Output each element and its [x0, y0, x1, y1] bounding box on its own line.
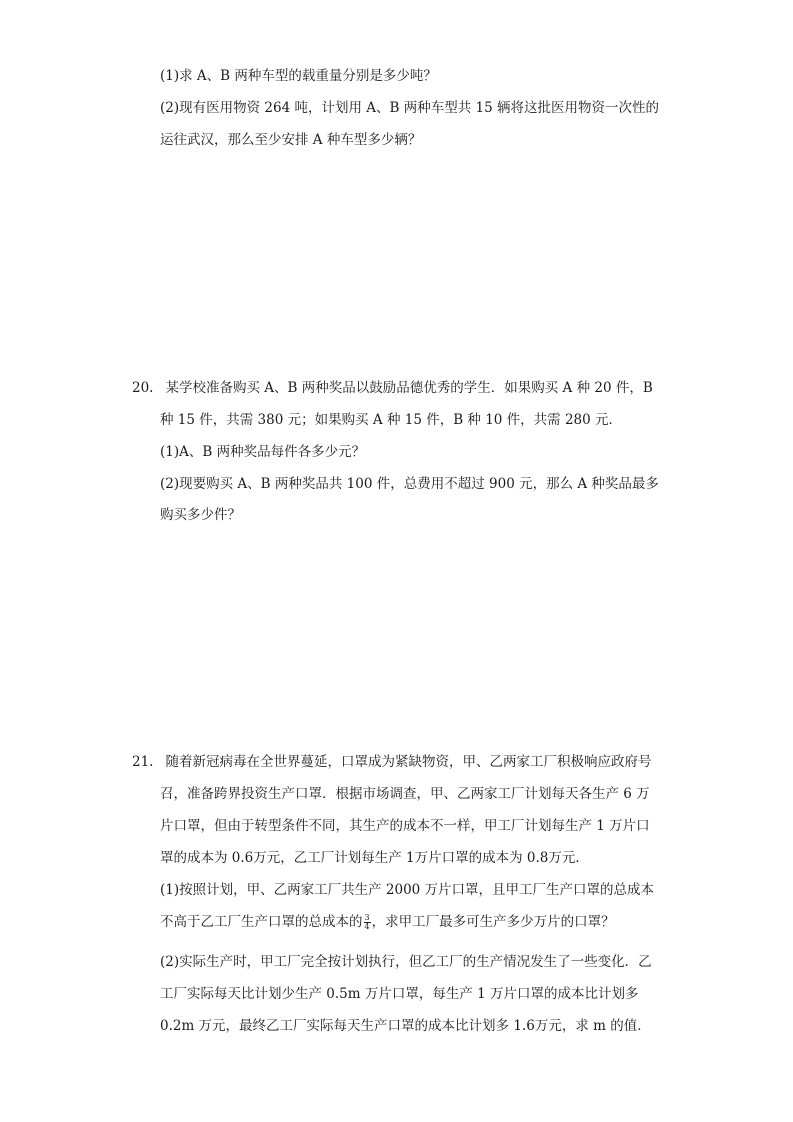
q21-part1-line2-b: ，求甲工厂最多可生产多少万片的口罩？ [371, 914, 615, 930]
q21-stem-line2: 召，准备跨界投资生产口罩．根据市场调查，甲、乙两家工厂计划每天各生产 6 万 [160, 786, 650, 802]
q20-number: 20. [132, 380, 154, 396]
q21-part2-line2: 工厂实际每天比计划少生产 0.5m 万片口罩，每生产 1 万片口罩的成本比计划多 [160, 986, 639, 1002]
q21-part1-line2-a: 不高于乙工厂生产口罩的总成本的 [160, 914, 363, 930]
q21-number: 21. [132, 754, 154, 770]
q21-stem-line3: 片口罩，但由于转型条件不同，其生产的成本不一样，甲工厂计划每生产 1 万片口 [160, 818, 650, 834]
fraction-denominator: 4 [364, 922, 370, 931]
fraction-three-quarters [364, 914, 371, 931]
q20-stem-line2: 种 15 件，共需 380 元；如果购买 A 种 15 件，B 种 10 件，共需 280 元． [160, 412, 623, 428]
q19-part2-line1: (2)现有医用物资 264 吨，计划用 A、B 两种车型共 15 辆将这批医用物资一次性的 [160, 100, 659, 116]
q19-part2-line2: 运往武汉，那么至少安排 A 种车型多少辆？ [160, 132, 422, 148]
q20-part2-line1: (2)现要购买 A、B 两种奖品共 100 件，总费用不超过 900 元，那么 A 种奖品最多 [160, 476, 659, 492]
q21-part2-line3: 0.2m 万元，最终乙工厂实际每天生产口罩的成本比计划多 1.6万元，求 m 的值． [160, 1018, 651, 1034]
q21-part1-line2 [160, 912, 615, 932]
q21-stem-text1: 随着新冠病毒在全世界蔓延，口罩成为紧缺物资，甲、乙两家工厂积极响应政府号 [165, 754, 652, 770]
q20-stem-line1 [132, 378, 653, 398]
q20-stem-text1: 某学校准备购买 A、B 两种奖品以鼓励品德优秀的学生．如果购买 A 种 20 件，B [165, 380, 653, 396]
q21-part1-line1: (1)按照计划，甲、乙两家工厂共生产 2000 万片口罩，且甲工厂生产口罩的总成本 [160, 882, 655, 898]
q20-part2-line2: 购买多少件？ [160, 507, 241, 523]
q19-part1: (1)求 A、B 两种车型的载重量分别是多少吨？ [160, 68, 437, 84]
q21-stem-line1 [132, 752, 651, 772]
fraction-numerator: 3 [364, 913, 370, 922]
q21-stem-line4: 罩的成本为 0.6万元，乙工厂计划每生产 1万片口罩的成本为 0.8万元． [160, 850, 589, 866]
q20-part1: (1)A、B 两种奖品每件各多少元？ [160, 444, 366, 460]
q21-part2-line1: (2)实际生产时，甲工厂完全按计划执行，但乙工厂的生产情况发生了一些变化．乙 [160, 954, 652, 970]
